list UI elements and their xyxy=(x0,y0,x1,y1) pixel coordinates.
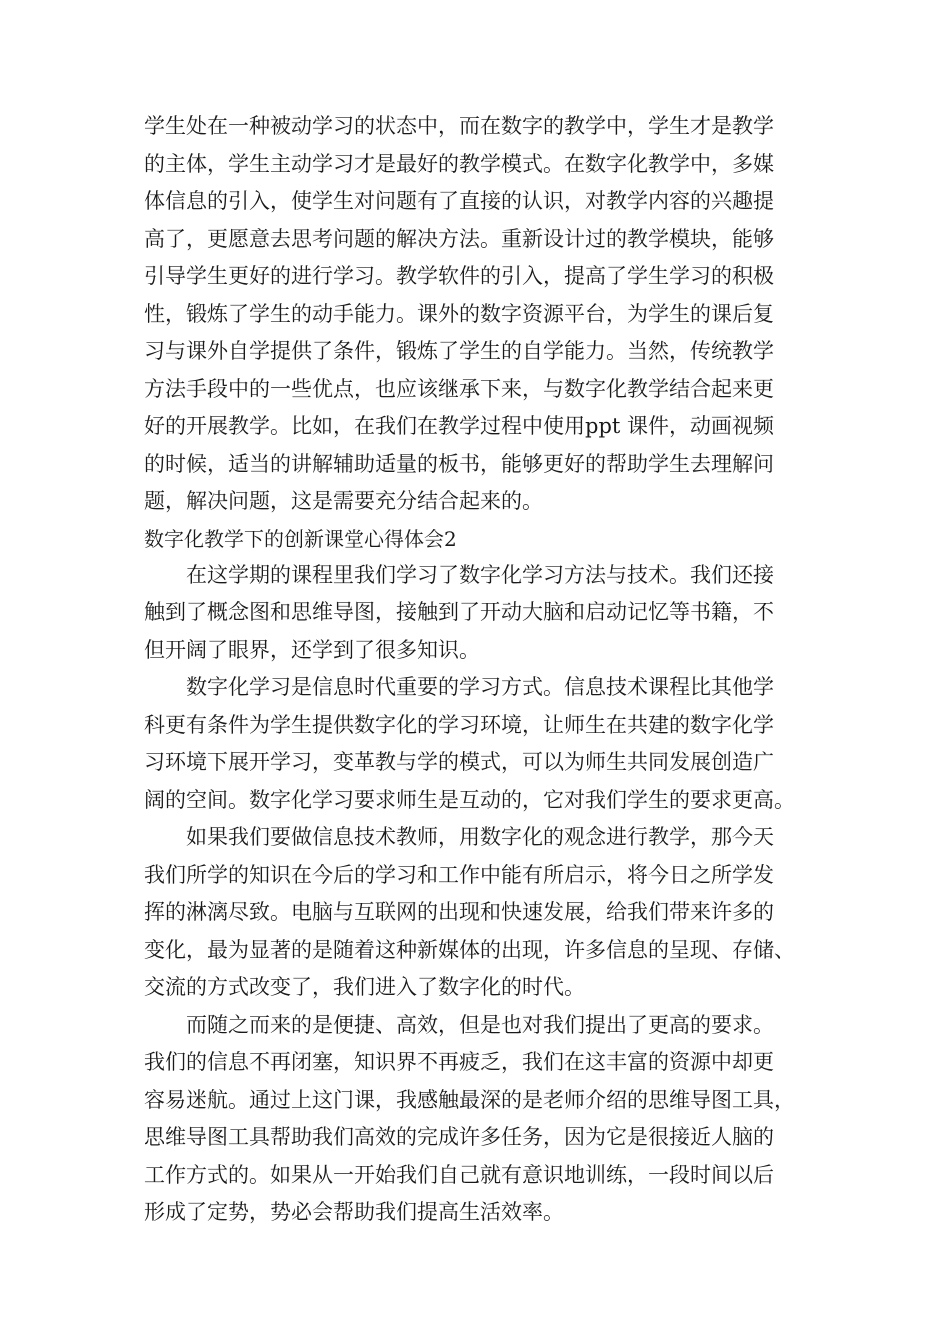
paragraph-1 xyxy=(144,108,810,521)
text-line: 好的开展教学。比如，在我们在教学过程中使用ppt 课件，动画视频 xyxy=(144,414,774,438)
text-line: 容易迷航。通过上这门课，我感触最深的是老师介绍的思维导图工具， xyxy=(144,1087,795,1112)
text-line: 性，锻炼了学生的动手能力。课外的数字资源平台，为学生的课后复 xyxy=(144,301,774,326)
text-line: 思维导图工具帮助我们高效的完成许多任务，因为它是很接近人脑的 xyxy=(144,1125,774,1149)
text-line: 方法手段中的一些优点，也应该继承下来，与数字化教学结合起来更 xyxy=(144,376,774,401)
text-line: 的主体，学生主动学习才是最好的教学模式。在数字化教学中，多媒 xyxy=(144,151,774,176)
text-line: 在这学期的课程里我们学习了数字化学习方法与技术。我们还接 xyxy=(186,562,774,587)
text-line: 习与课外自学提供了条件，锻炼了学生的自学能力。当然，传统教学 xyxy=(144,339,774,363)
paragraph-4 xyxy=(144,819,810,1007)
text-line: 挥的淋漓尽致。电脑与互联网的出现和快速发展，给我们带来许多的 xyxy=(144,900,774,924)
text-line: 阔的空间。数字化学习要求师生是互动的，它对我们学生的要求更高。 xyxy=(144,787,795,812)
text-line: 工作方式的。如果从一开始我们自己就有意识地训练，一段时间以后 xyxy=(144,1162,774,1187)
text-line: 触到了概念图和思维导图，接触到了开动大脑和启动记忆等书籍，不 xyxy=(144,600,774,624)
text-line: 交流的方式改变了，我们进入了数字化的时代。 xyxy=(144,975,585,999)
paragraph-5 xyxy=(144,1007,810,1232)
paragraph-2 xyxy=(144,557,810,670)
text-line: 数字化学习是信息时代重要的学习方式。信息技术课程比其他学 xyxy=(186,675,774,699)
section-heading: 数字化教学下的创新课堂心得体会2 xyxy=(144,526,457,551)
text-line: 形成了定势，势必会帮助我们提高生活效率。 xyxy=(144,1200,564,1224)
text-line: 题，解决问题，这是需要充分结合起来的。 xyxy=(144,489,543,513)
text-line: 我们所学的知识在今后的学习和工作中能有所启示，将今日之所学发 xyxy=(144,862,774,887)
text-line: 科更有条件为学生提供数字化的学习环境，让师生在共建的数字化学 xyxy=(144,712,774,737)
text-line: 高了，更愿意去思考问题的解决方法。重新设计过的教学模块，能够 xyxy=(144,226,774,251)
text-line: 我们的信息不再闭塞，知识界不再疲乏，我们在这丰富的资源中却更 xyxy=(144,1050,774,1074)
text-line: 而随之而来的是便捷、高效，但是也对我们提出了更高的要求。 xyxy=(186,1012,774,1037)
paragraph-3 xyxy=(144,669,810,819)
text-line: 的时候，适当的讲解辅助适量的板书，能够更好的帮助学生去理解问 xyxy=(144,451,774,476)
text-line: 体信息的引入，使学生对问题有了直接的认识，对教学内容的兴趣提 xyxy=(144,189,774,213)
text-line: 学生处在一种被动学习的状态中，而在数字的教学中，学生才是教学 xyxy=(144,114,774,138)
text-line: 如果我们要做信息技术教师，用数字化的观念进行教学，那今天 xyxy=(186,825,774,849)
text-line: 但开阔了眼界，还学到了很多知识。 xyxy=(144,637,480,662)
document-page xyxy=(144,108,810,1232)
text-line: 引导学生更好的进行学习。教学软件的引入，提高了学生学习的积极 xyxy=(144,264,774,288)
text-line: 习环境下展开学习，变革教与学的模式，可以为师生共同发展创造广 xyxy=(144,750,774,774)
text-line: 变化，最为显著的是随着这种新媒体的出现，许多信息的呈现、存储、 xyxy=(144,937,795,962)
